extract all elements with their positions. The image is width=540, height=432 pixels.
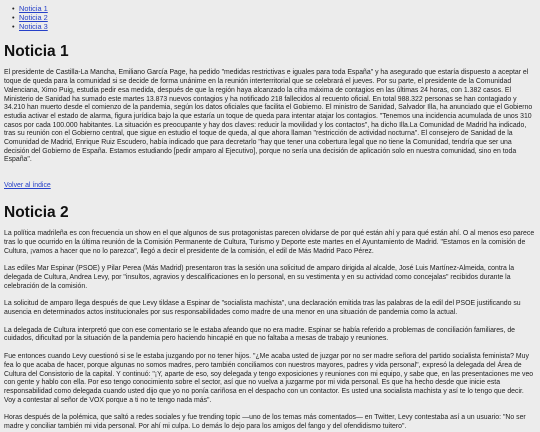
toc-item xyxy=(12,23,536,32)
table-of-contents xyxy=(12,5,536,31)
toc-item xyxy=(12,5,536,14)
article-paragraph: La política madrileña es con frecuencia un show en el que algunos de sus protagonistas parecen olvidarse de por qué están ahí y para qué están ahí. O al menos eso parece tras lo que ocurrido en la última reunión de la Comisión Permanente de Cultura, Turismo y Deporte este martes en el Ayuntamiento de Madrid. "Estamos en la comisión de Cultura, ¡vamos a hacer que no lo parezca", llegó a decir el presidente de la comisión, el edil de Más Madrid Paco Pérez. xyxy=(4,230,535,255)
article-paragraph: Fue entonces cuando Levy cuestionó si se le estaba juzgando por no tener hijos. "¿Me acaba usted de juzgar por no ser madre señora del partido socialista feminista? Muy fea lo que acaba de hacer, porque algunas no somos madres, pero también conciliamos con nuestros mayores, padres y vida personal", expresó la delegada del Área de Cultura del Consistorio de la capital. Y continuó: "¡Y, aparte de eso, soy delegada y tengo exposiciones y reuniones con mi equipo, y sabe que, en las presentaciones me veo con gente y hablo con ella. Por eso tengo conocimiento sobre el sector, así que no vuelva a juzgarme por mi vida personal. Es que ha hecho desde que inicie esta responsabilidad como delegada cuando usted dijo que yo no ponía cariñosa en el despacho con un contactor. Es usted una socialista machista y así te lo tengo que decir. Voy a contestar al señor de VOX porque a ti no te tengo nada más". xyxy=(4,353,534,404)
article-title: Noticia 2 xyxy=(4,204,69,222)
article-paragraph: El presidente de Castilla-La Mancha, Emiliano García Page, ha pedido "medidas restrictivas e iguales para toda España" y ha asegurado que estaría dispuesto a aceptar el toque de queda para la comunidad si se decide de forma unánime en la reunión interterritorial que se celebrará el jueves. Por su parte, el presidente de la Comunidad Valenciana, Ximo Puig, estudia pedir esa medida, después de que la región haya alcanzado la cifra máxima de contagios en las últimas 24 horas, con 1.382 casos. El Ministerio de Sanidad ha sumado este martes 13.873 nuevos contagios y ha notificado 218 fallecidos al recuento oficial. En total 988.322 personas se han contagiado y 34.210 han muerto desde el comienzo de la pandemia, según los datos oficiales que facilita el Gobierno. El ministro de Sanidad, Salvador Illa, ha anunciado que el Gobierno estudia activar el estado de alarma, figura jurídica bajo la que estaría un toque de queda para intentar atajar los contagios. "Tenemos una incidencia acumulada de unos 310 casos por cada 100.000 habitantes. La situación es preocupante y hay dos claves: reducir la movilidad y los contactos", ha dicho Illa.La Comunidad de Madrid ha indicado, tras su reunión con el Gobierno central, que sigue en estudio el toque de queda, al que ahora llaman "restricción de actividad nocturna". El consejero de Sanidad de la Comunidad de Madrid, Enrique Ruiz Escudero, había indicado que para decretarlo "hay que tener una cobertura legal que no tiene la Comunidad, tendría que ser una decisión del Gobierno de España. Estamos estudiando [pedir amparo al Ejecutivo], porque no sería una decisión de aplicación solo en nuestra comunidad, sino en toda España". xyxy=(4,69,533,164)
toc-link-noticia-2[interactable]: Noticia 2 xyxy=(19,12,48,22)
article-noticia-2 xyxy=(4,204,536,432)
article-paragraph: Las ediles Mar Espinar (PSOE) y Pilar Perea (Más Madrid) presentaron tras la sesión una solicitud de amparo dirigida al alcalde, José Luis Martínez-Almeida, contra la delegada de Cultura, Andrea Levy, por "insultos, agravios y descalificaciones en lo personal, en su vestimenta y en su actividad como concejalas" recibidos durante la celebración de la comisión. xyxy=(4,265,515,290)
article-noticia-1 xyxy=(4,43,536,192)
article-title: Noticia 1 xyxy=(4,43,69,61)
toc-item xyxy=(12,14,536,23)
toc-link-noticia-1[interactable]: Noticia 1 xyxy=(19,4,48,13)
toc-link-noticia-3[interactable]: Noticia 3 xyxy=(19,21,48,31)
article-paragraph: La delegada de Cultura interpretó que con ese comentario se le estaba afeando que no era madre. Espinar se había referido a problemas de conciliación familiares, de cuidados, dificultad por la situación de la pandemia pero haciendo hincapié en que no faltaba a mesas de trabajo y reuniones. xyxy=(4,326,515,343)
back-to-index-link[interactable]: Volver al índice xyxy=(4,182,51,190)
article-paragraph: Horas después de la polémica, que saltó a redes sociales y fue trending topic —uno de los temas más comentados— en Twitter, Levy contestaba así a un usuario: "No ser madre y conciliar también mi vida personal. Por ahí mi culpa. Lo demás lo dejo para los amigos del fango y del ofendidismo tuitero". xyxy=(4,414,526,431)
article-paragraph: La solicitud de amparo llega después de que Levy tildase a Espinar de "socialista machista", una declaración emitida tras las palabras de la edil del PSOE justificando su ausencia en determinados actos institucionales por sus responsabilidades como madre de una menor en una situación de pandemia como la actual. xyxy=(4,300,521,317)
